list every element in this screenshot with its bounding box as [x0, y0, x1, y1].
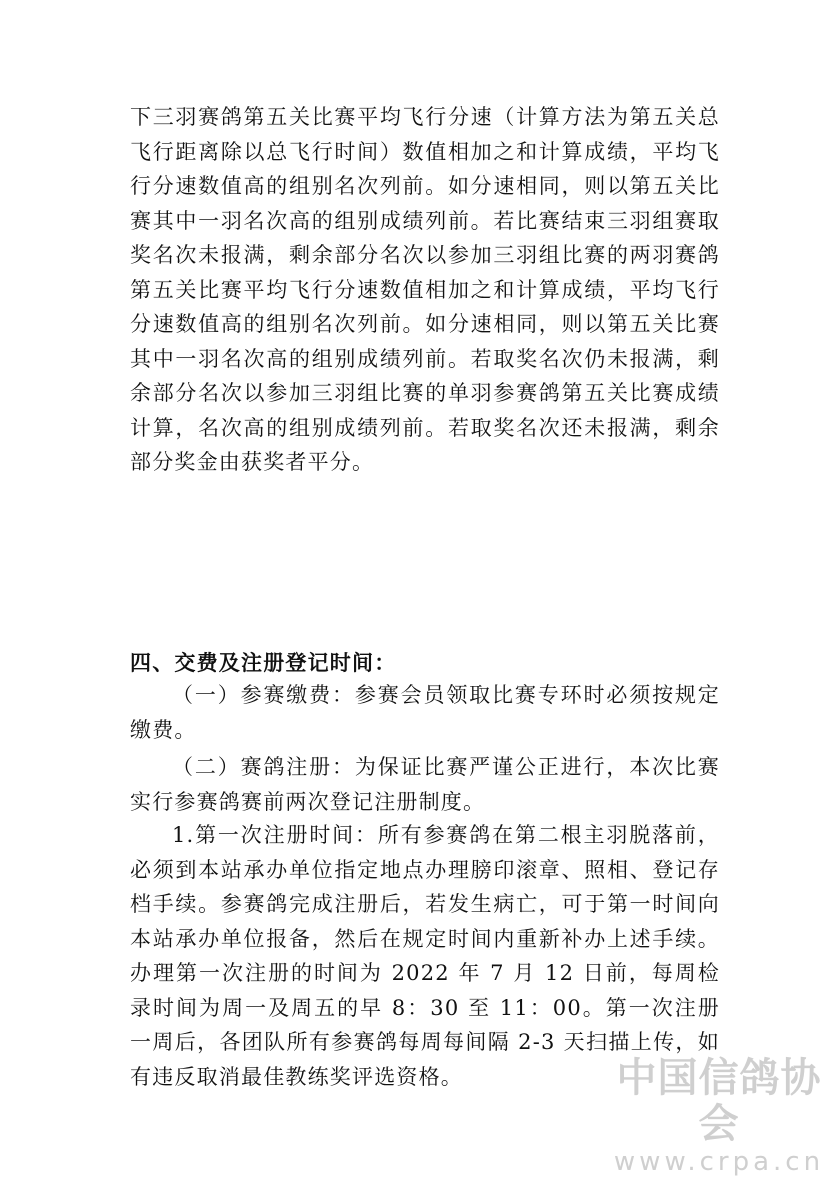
item-fee-payment: （一）参赛缴费：参赛会员领取比赛专环时必须按规定缴费。: [130, 683, 720, 742]
item-first-registration: 1.第一次注册时间：所有参赛鸽在第二根主羽脱落前，必须到本站承办单位指定地点办理膀印滚章、照相、登记存档手续。参赛鸽完成注册后，若发生病亡，可于第一时间向本站承办单位报备，然后在规定时间内重新补办上述手续。办理第一次注册的时间为 2022 年 7 月 12 日前，每周检录时间为周一及周五的早 8：30 至 11：00。第一次注册一周后，各团队所有参赛鸽每周每间隔 2-3 天扫描上传，如有违反取消最佳教练奖评选资格。: [130, 823, 720, 1089]
watermark-url: www.crpa.cn: [613, 1147, 825, 1177]
watermark-logo: [612, 1055, 826, 1177]
watermark-name: 中国信鸽协会: [616, 1055, 822, 1147]
section-heading: 四、交费及注册登记时间：: [130, 651, 397, 675]
item-pigeon-registration: （二）赛鸽注册：为保证比赛严谨公正进行，本次比赛实行参赛鸽赛前两次登记注册制度。: [130, 755, 720, 814]
paragraph-continued: 下三羽赛鸽第五关比赛平均飞行分速（计算方法为第五关总飞行距离除以总飞行时间）数值相加之和计算成绩，平均飞行分速数值高的组别名次列前。如分速相同，则以第五关比赛其中一羽名次高的组别成绩列前。若比赛结束三羽组赛取奖名次未报满，剩余部分名次以参加三羽组比赛的两羽赛鸽第五关比赛平均飞行分速数值相加之和计算成绩，平均飞行分速数值高的组别名次列前。如分速相同，则以第五关比赛其中一羽名次高的组别成绩列前。若取奖名次仍未报满，剩余部分名次以参加三羽组比赛的单羽参赛鸽第五关比赛成绩计算，名次高的组别成绩列前。若取奖名次还未报满，剩余部分奖金由获奖者平分。: [130, 105, 720, 474]
